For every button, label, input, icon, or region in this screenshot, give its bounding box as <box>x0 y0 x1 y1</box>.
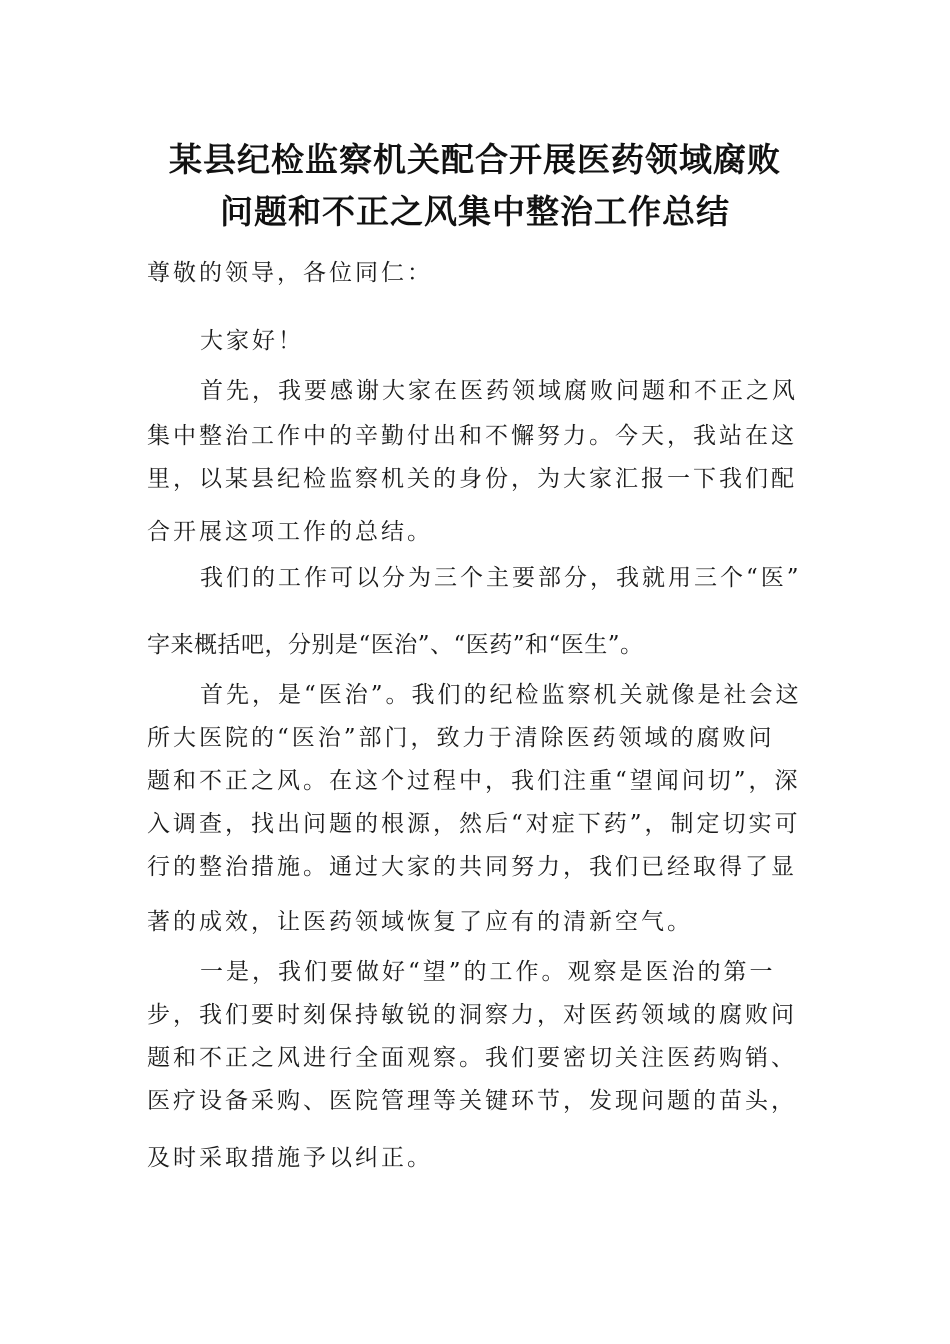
paragraph-line: 著的成效，让医药领域恢复了应有的清新空气。 <box>147 909 693 935</box>
salutation: 尊敬的领导，各位同仁： <box>147 260 433 286</box>
paragraph-line: 我们的工作可以分为三个主要部分，我就用三个“医” <box>200 565 802 591</box>
paragraph-line: 里，以某县纪检监察机关的身份，为大家汇报一下我们配 <box>147 466 797 492</box>
paragraph-line: 所大医院的“医治”部门，致力于清除医药领域的腐败问 <box>147 725 775 751</box>
paragraph-line: 合开展这项工作的总结。 <box>147 519 433 545</box>
greeting: 大家好！ <box>200 328 304 354</box>
document-title-line-1: 某县纪检监察机关配合开展医药领域腐败 <box>169 140 781 179</box>
paragraph-line: 字来概括吧，分别是“医治”、“医药”和“医生”。 <box>147 632 644 658</box>
document-title-line-2: 问题和不正之风集中整治工作总结 <box>220 192 730 231</box>
paragraph-line: 集中整治工作中的辛勤付出和不懈努力。今天，我站在这 <box>147 423 797 449</box>
paragraph-line: 及时采取措施予以纠正。 <box>147 1145 433 1171</box>
paragraph-line: 行的整治措施。通过大家的共同努力，我们已经取得了显 <box>147 854 797 880</box>
paragraph-line: 题和不正之风进行全面观察。我们要密切关注医药购销、 <box>147 1045 797 1071</box>
paragraph-line: 步，我们要时刻保持敏锐的洞察力，对医药领域的腐败问 <box>147 1002 797 1028</box>
paragraph-line: 医疗设备采购、医院管理等关键环节，发现问题的苗头， <box>147 1088 797 1114</box>
paragraph-line: 题和不正之风。在这个过程中，我们注重“望闻问切”，深 <box>147 768 801 794</box>
paragraph-line: 一是，我们要做好“望”的工作。观察是医治的第一 <box>200 959 776 985</box>
paragraph-line: 首先，是“医治”。我们的纪检监察机关就像是社会这 <box>200 682 802 708</box>
paragraph-line: 入调查，找出问题的根源，然后“对症下药”，制定切实可 <box>147 811 801 837</box>
paragraph-line: 首先，我要感谢大家在医药领域腐败问题和不正之风 <box>200 378 798 404</box>
